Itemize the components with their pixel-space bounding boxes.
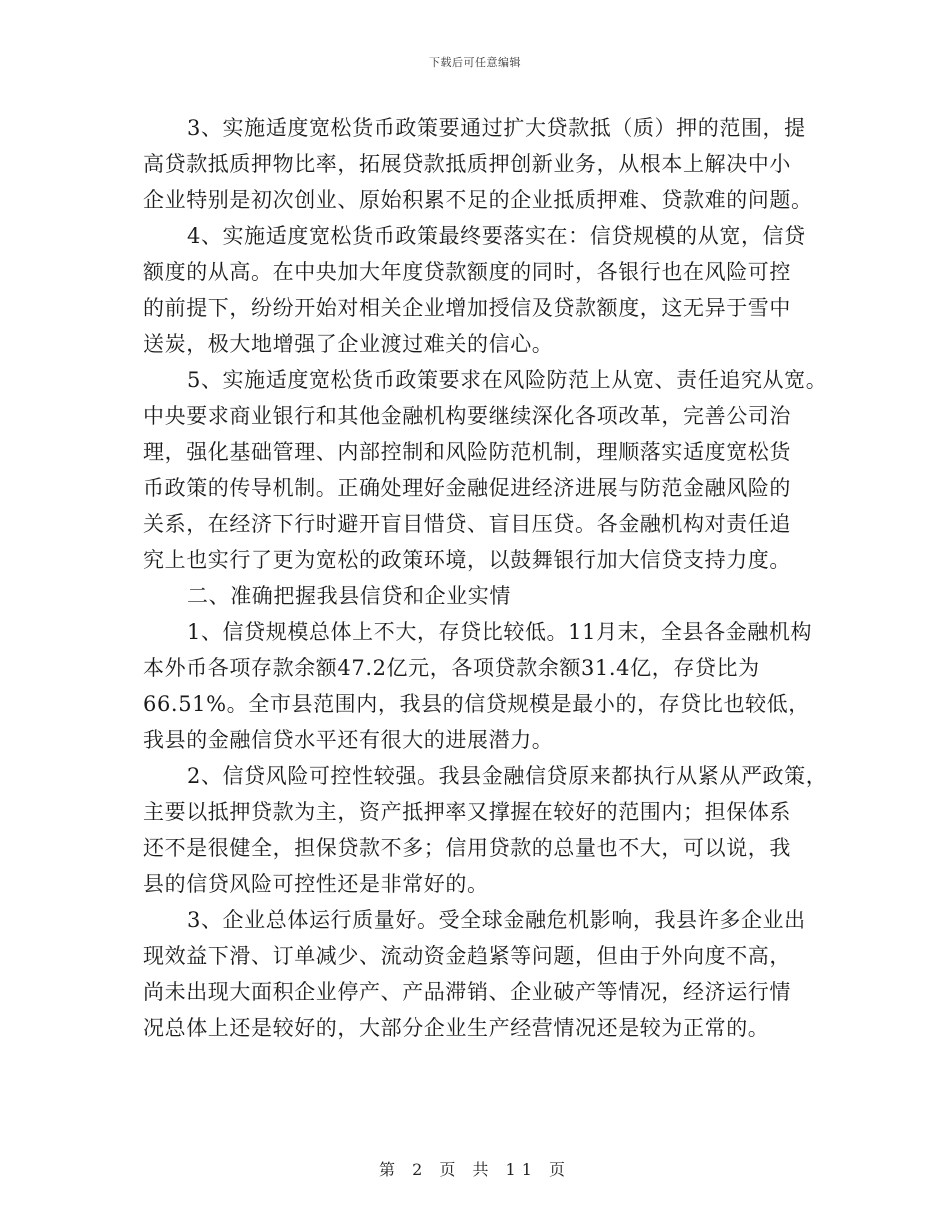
text-line: 1、信贷规模总体上不大，存贷比较低。11月末，全县各金融机构 bbox=[187, 620, 813, 644]
paragraph-county-2 bbox=[143, 758, 828, 902]
text-line: 3、企业总体运行质量好。受全球金融危机影响，我县许多企业出 bbox=[187, 908, 806, 932]
text-line: 币政策的传导机制。正确处理好金融促进经济进展与防范金融风险的 bbox=[143, 476, 791, 500]
page-header: 下载后可任意编辑 bbox=[429, 56, 521, 69]
text-line: 的前提下，纷纷开始对相关企业增加授信及贷款额度，这无异于雪中 bbox=[143, 296, 791, 320]
text-line: 本外币各项存款余额47.2亿元，各项贷款余额31.4亿，存贷比为 bbox=[143, 656, 760, 680]
section-heading bbox=[143, 578, 813, 614]
paragraph-county-3 bbox=[143, 902, 813, 1046]
paragraph-policy-3 bbox=[143, 110, 813, 218]
page-number-footer: 第 2 页 共 11 页 bbox=[379, 1160, 571, 1179]
text-line: 66.51%。全市县范围内，我县的信贷规模是最小的，存贷比也较低， bbox=[143, 692, 810, 716]
text-line: 尚未出现大面积企业停产、产品滞销、企业破产等情况，经济运行情 bbox=[143, 980, 791, 1004]
text-line: 还不是很健全，担保贷款不多；信用贷款的总量也不大，可以说，我 bbox=[143, 836, 791, 860]
paragraph-policy-4 bbox=[143, 218, 813, 362]
text-line: 现效益下滑、订单减少、流动资金趋紧等问题，但由于外向度不高， bbox=[143, 944, 791, 968]
document-body bbox=[143, 110, 828, 1046]
paragraph-policy-5 bbox=[143, 362, 828, 578]
text-line: 况总体上还是较好的，大部分企业生产经营情况还是较为正常的。 bbox=[143, 1016, 770, 1040]
paragraph-county-1 bbox=[143, 614, 813, 758]
text-line: 二、准确把握我县信贷和企业实情 bbox=[187, 584, 511, 608]
text-line: 高贷款抵质押物比率，拓展贷款抵质押创新业务，从根本上解决中小 bbox=[143, 152, 791, 176]
text-line: 送炭，极大地增强了企业渡过难关的信心。 bbox=[143, 332, 554, 356]
text-line: 县的信贷风险可控性还是非常好的。 bbox=[143, 872, 489, 896]
text-line: 主要以抵押贷款为主，资产抵押率又撑握在较好的范围内；担保体系 bbox=[143, 800, 791, 824]
text-line: 中央要求商业银行和其他金融机构要继续深化各项改革，完善公司治 bbox=[143, 404, 791, 428]
text-line: 企业特别是初次创业、原始积累不足的企业抵质押难、贷款难的问题。 bbox=[143, 188, 813, 212]
text-line: 2、信贷风险可控性较强。我县金融信贷原来都执行从紧从严政策， bbox=[187, 764, 828, 788]
text-line: 关系，在经济下行时避开盲目惜贷、盲目压贷。各金融机构对责任追 bbox=[143, 512, 791, 536]
text-line: 5、实施适度宽松货币政策要求在风险防范上从宽、责任追究从宽。 bbox=[187, 368, 828, 392]
text-line: 理，强化基础管理、内部控制和风险防范机制，理顺落实适度宽松货 bbox=[143, 440, 791, 464]
text-line: 4、实施适度宽松货币政策最终要落实在：信贷规模的从宽，信贷 bbox=[187, 224, 806, 248]
text-line: 3、实施适度宽松货币政策要通过扩大贷款抵（质）押的范围，提 bbox=[187, 116, 806, 140]
text-line: 我县的金融信贷水平还有很大的进展潜力。 bbox=[143, 728, 554, 752]
text-line: 究上也实行了更为宽松的政策环境，以鼓舞银行加大信贷支持力度。 bbox=[143, 548, 791, 572]
text-line: 额度的从高。在中央加大年度贷款额度的同时，各银行也在风险可控 bbox=[143, 260, 791, 284]
